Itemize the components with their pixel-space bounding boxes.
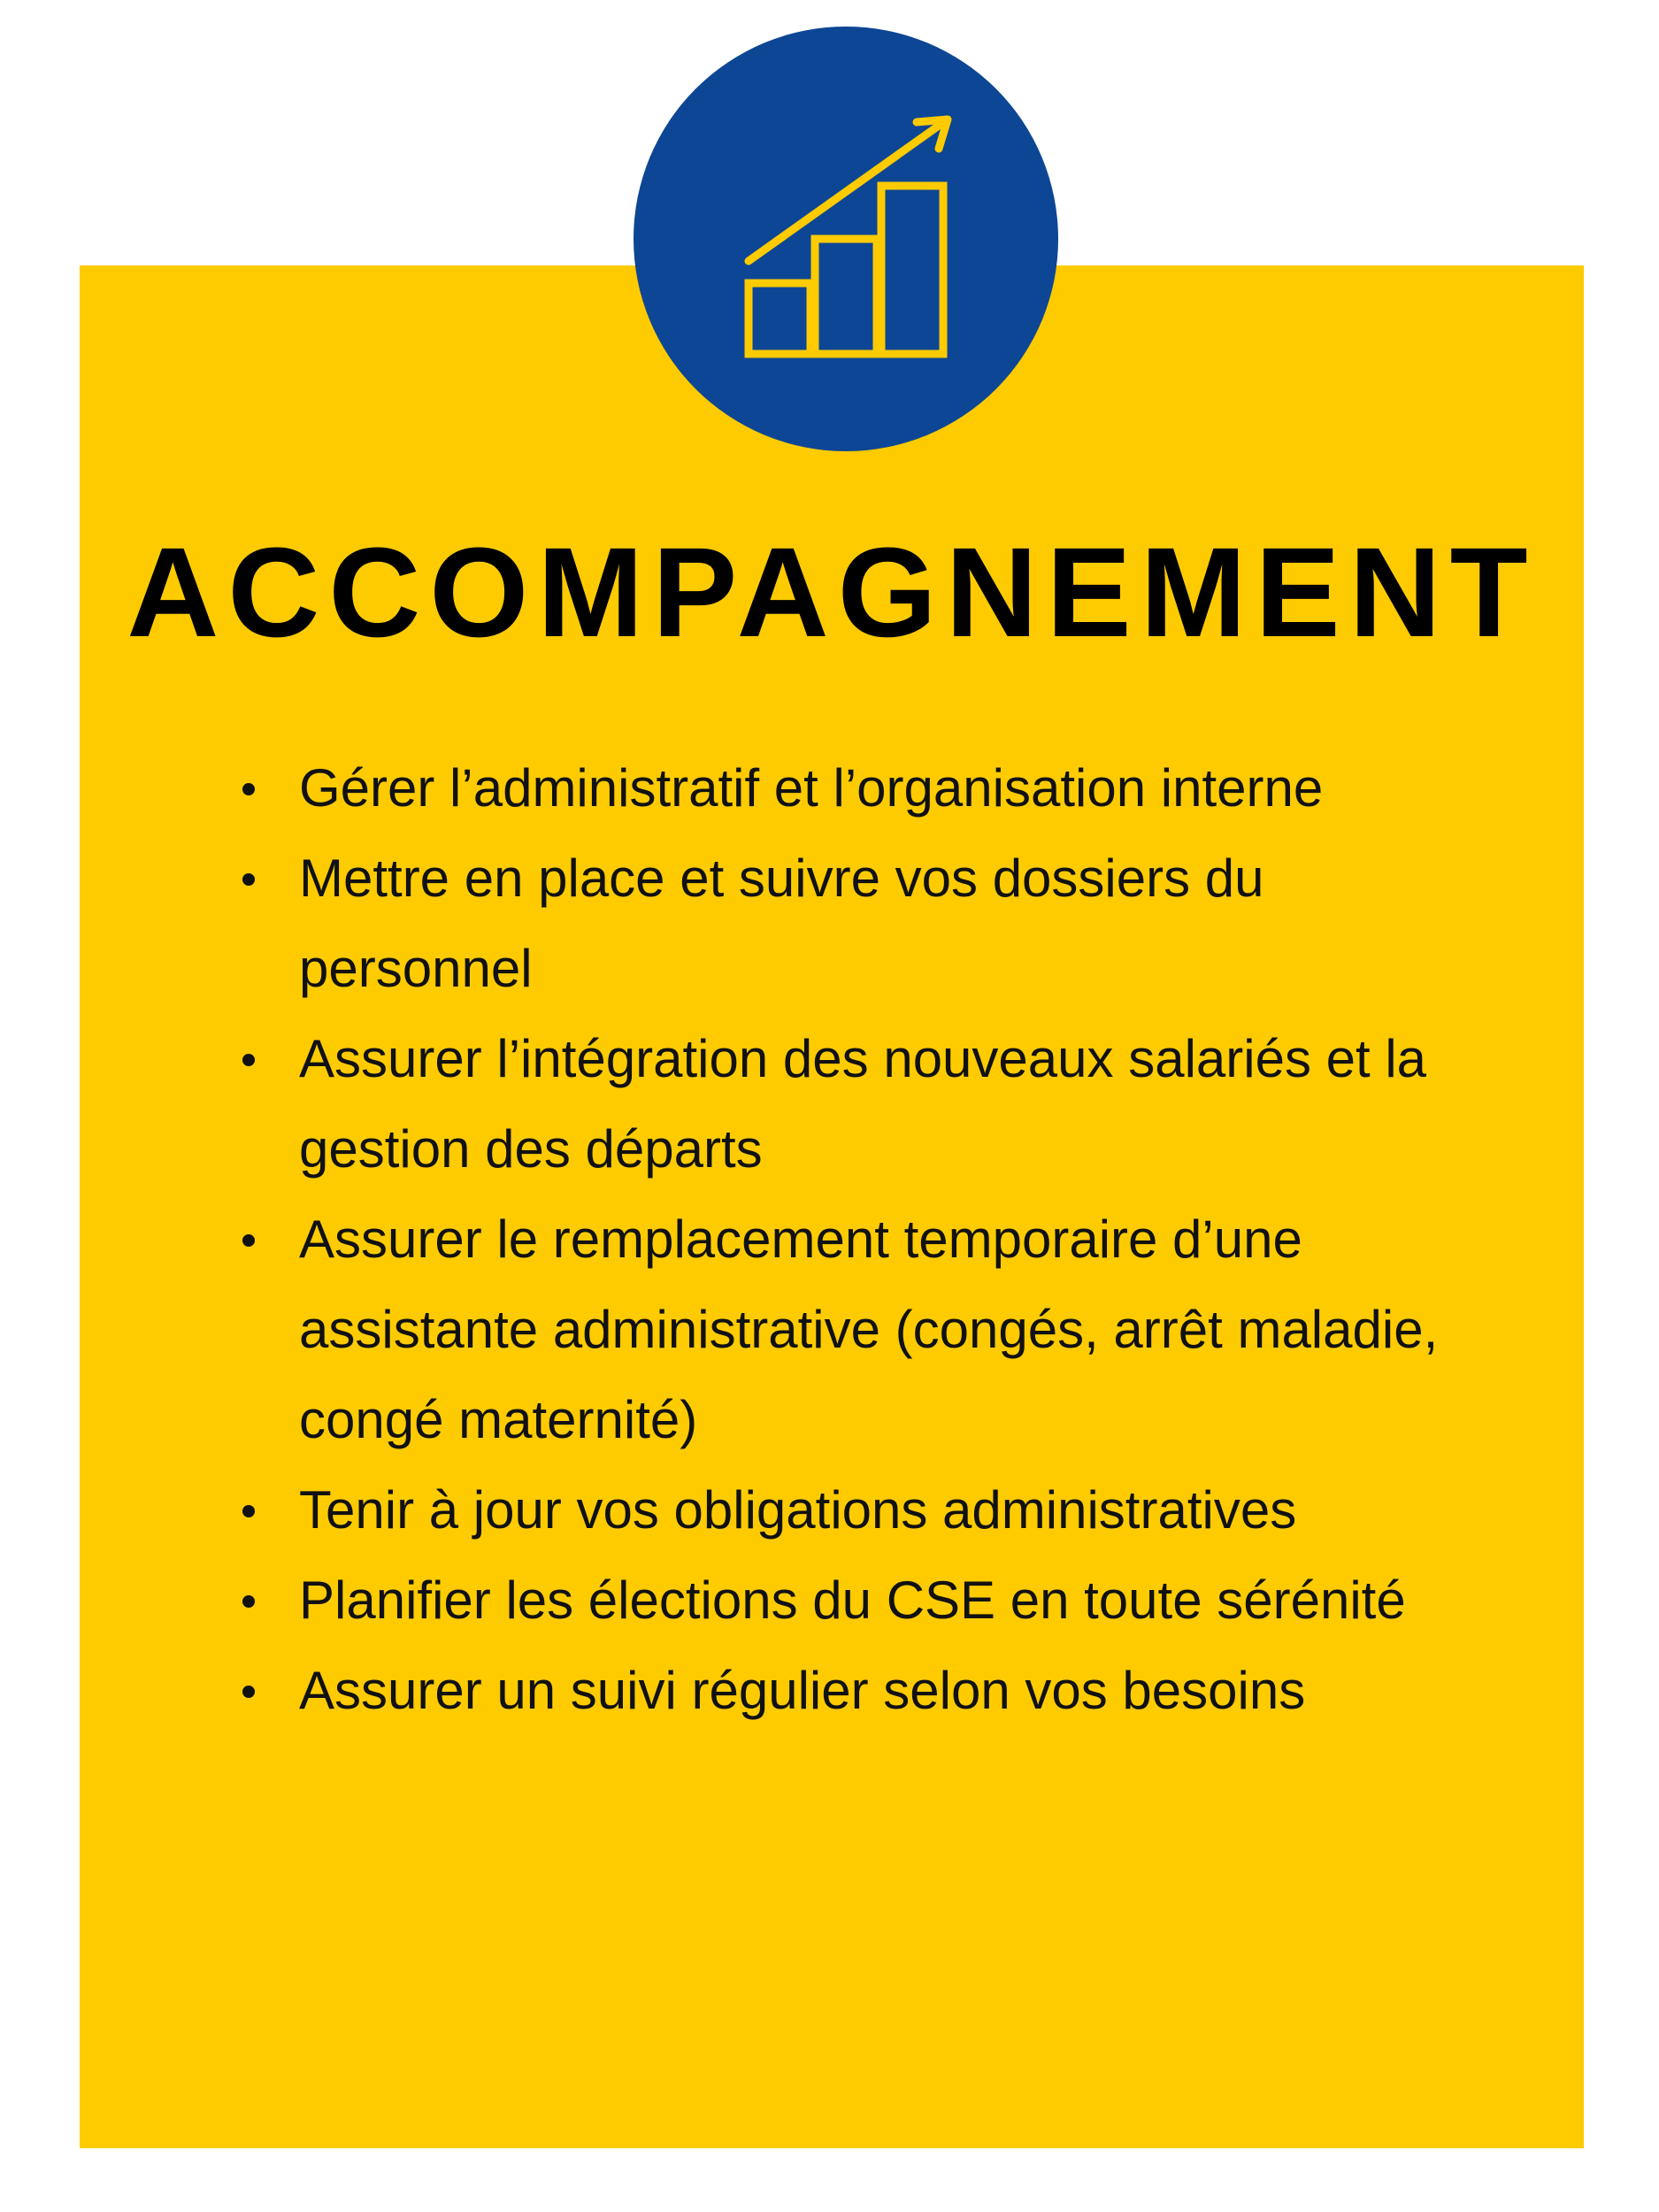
list-item	[230, 1194, 1504, 1465]
list-item-text: Gérer l’administratif et l’organisation interne	[299, 758, 1324, 818]
bullet	[242, 1505, 255, 1517]
bullet	[242, 1054, 255, 1066]
list-item-text: Planifier les élections du CSE en toute sérénité	[299, 1571, 1406, 1630]
list-item-text: Assurer l’intégration des nouveaux salariés et la gestion des départs	[299, 1029, 1427, 1179]
bullet	[242, 1686, 255, 1698]
list-item-text: Assurer un suivi régulier selon vos besoins	[299, 1661, 1306, 1720]
list-item	[230, 1555, 1504, 1646]
bullet	[242, 783, 255, 795]
bullet	[242, 1234, 255, 1247]
list-item	[230, 743, 1504, 833]
list-item-text: Tenir à jour vos obligations administratives	[299, 1480, 1297, 1540]
bullet	[242, 873, 255, 886]
list-item	[230, 1465, 1504, 1555]
list-item	[230, 1646, 1504, 1736]
bullet	[242, 1595, 255, 1608]
list-item	[230, 833, 1504, 1014]
bar-chart-growth-icon	[634, 27, 1058, 451]
icon-badge	[634, 27, 1058, 451]
page-title: ACCOMPAGNEMENT	[127, 521, 1537, 664]
list-item-text: Mettre en place et suivre vos dossiers du personnel	[299, 849, 1264, 998]
list-item-text: Assurer le remplacement temporaire d’une assistante administrative (congés, arrêt maladie, congé maternité)	[299, 1210, 1439, 1449]
list-item	[230, 1014, 1504, 1194]
services-list	[230, 743, 1504, 1736]
